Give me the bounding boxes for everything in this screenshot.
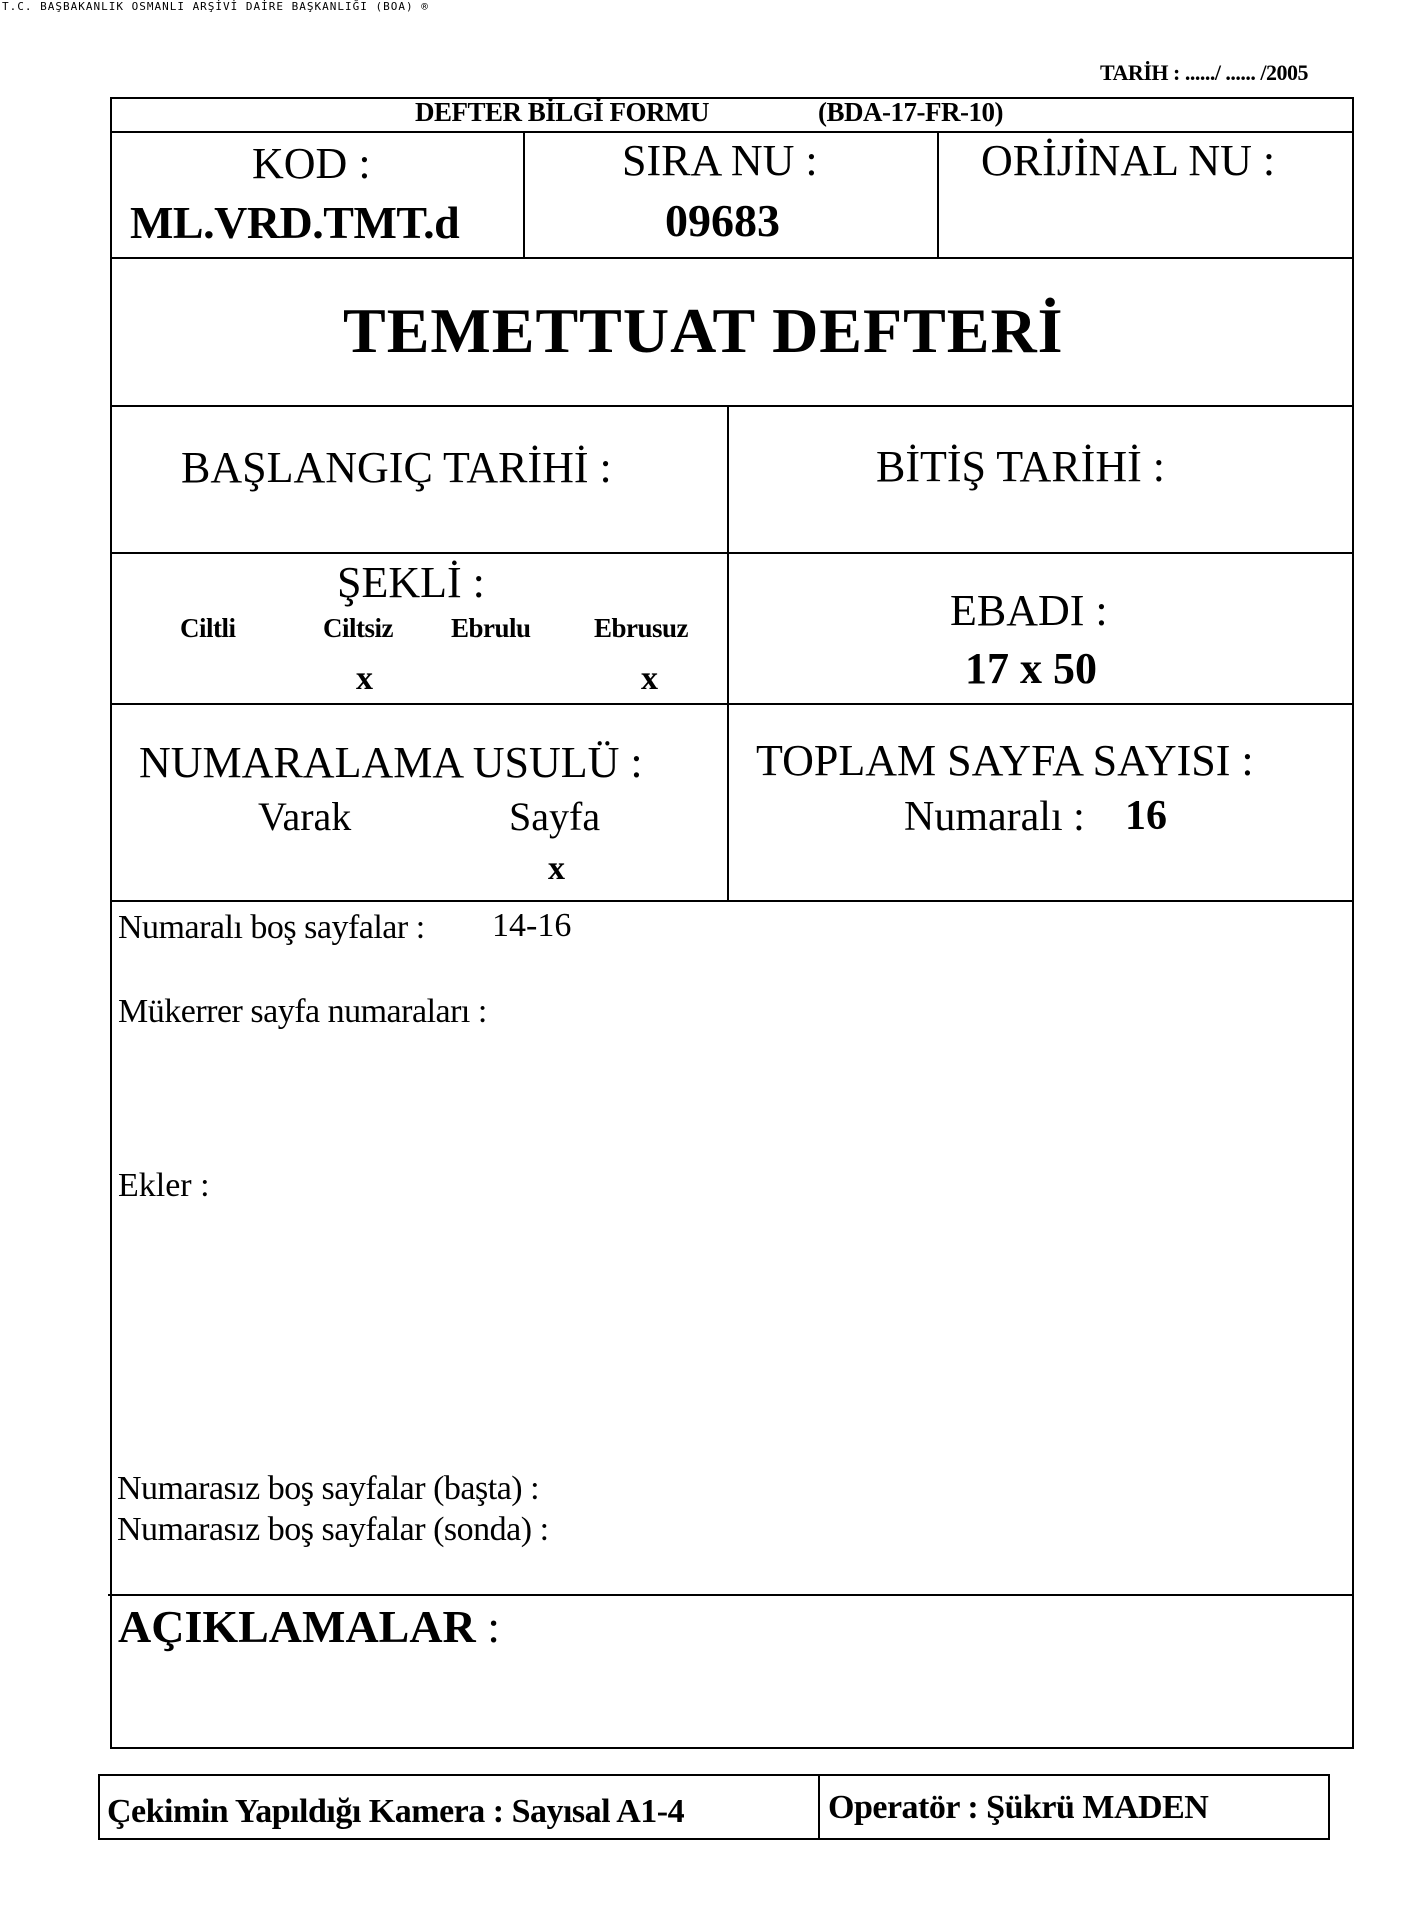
sekli-option-ebrulu: Ebrulu [451,613,531,643]
sekli-mark-ciltsiz: x [356,660,373,697]
aciklamalar-colon: : [487,1601,501,1652]
sekli-option-ciltli: Ciltli [180,613,236,643]
rule-notes-top [108,1594,1354,1596]
form-title: DEFTER BİLGİ FORMU [415,97,710,127]
sira-nu-label: SIRA NU : [622,136,818,185]
sekli-option-ciltsiz: Ciltsiz [323,613,393,643]
ebadi-value: 17 x 50 [965,644,1097,693]
rule-mid-col [727,405,729,902]
form-code: (BDA-17-FR-10) [818,97,1003,127]
numarasiz-basta-label: Numarasız boş sayfalar (başta) : [117,1470,540,1507]
toplam-sayfa-label: TOPLAM SAYFA SAYISI : [756,736,1254,785]
rule-numbering-bottom [110,900,1354,902]
rule-title-bottom [110,131,1354,133]
bos-sayfalar-value: 14-16 [492,907,572,944]
rule-dates-bottom [110,552,1354,554]
sekli-label: ŞEKLİ : [337,558,485,607]
aciklamalar-label: AÇIKLAMALAR [118,1601,476,1652]
numaralama-mark-sayfa: x [548,850,565,887]
orijinal-nu-label: ORİJİNAL NU : [981,136,1276,185]
rule-codes-col1 [523,131,525,259]
numaralama-label: NUMARALAMA USULÜ : [139,738,643,787]
numarasiz-sonda-label: Numarasız boş sayfalar (sonda) : [117,1511,549,1548]
footer-divider [818,1774,820,1840]
sekli-mark-ebrusuz: x [641,660,658,697]
ebadi-label: EBADI : [950,586,1108,635]
rule-codes-col2 [937,131,939,259]
rule-booktitle-bottom [110,405,1354,407]
baslangic-tarihi-label: BAŞLANGIÇ TARİHİ : [181,443,612,492]
operator-label: Operatör : Şükrü MADEN [828,1789,1209,1826]
sira-nu-value: 09683 [665,195,780,246]
mukerrer-label: Mükerrer sayfa numaraları : [118,993,487,1030]
bos-sayfalar-label: Numaralı boş sayfalar : [118,909,425,946]
ekler-label: Ekler : [118,1167,210,1204]
numaralama-option-sayfa: Sayfa [509,794,601,839]
kod-value: ML.VRD.TMT.d [130,197,460,248]
archive-header: T.C. BAŞBAKANLIK OSMANLI ARŞİVİ DAİRE BAŞKANLIĞI (BOA) ® [2,0,429,13]
numaralama-option-varak: Varak [258,794,352,839]
sekli-option-ebrusuz: Ebrusuz [594,613,689,643]
aciklamalar-heading [118,1600,500,1653]
kamera-label: Çekimin Yapıldığı Kamera : Sayısal A1-4 [107,1793,685,1830]
date-line: TARİH : ....../ ...... /2005 [1100,60,1309,85]
bitis-tarihi-label: BİTİŞ TARİHİ : [876,442,1165,491]
rule-codes-bottom [110,257,1354,259]
toplam-numarali-label: Numaralı : [904,794,1085,840]
toplam-numarali-value: 16 [1125,793,1167,839]
kod-label: KOD : [252,139,371,188]
book-title: TEMETTUAT DEFTERİ [343,295,1064,366]
rule-shape-bottom [110,703,1354,705]
